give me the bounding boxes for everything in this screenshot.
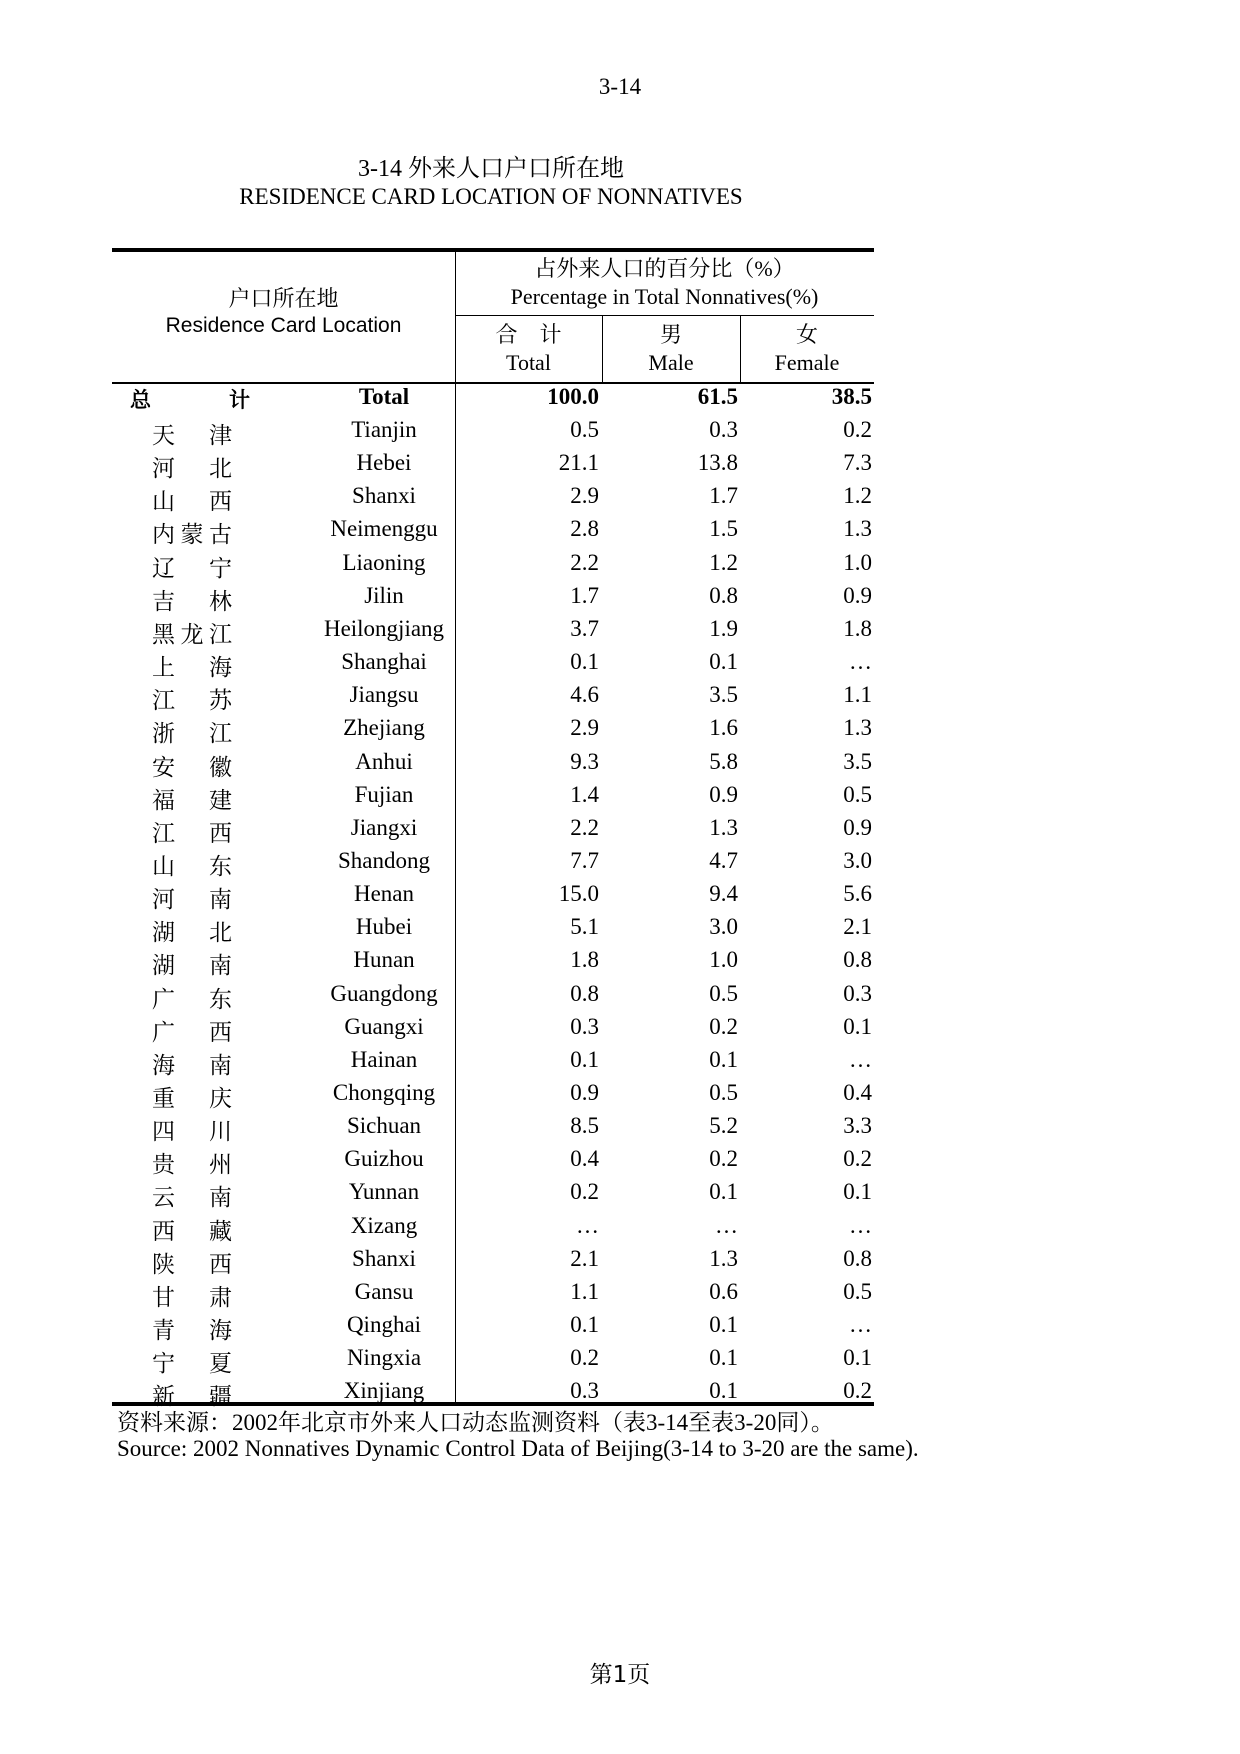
table-row [112, 516, 874, 549]
cell-total: 100.0 [547, 384, 599, 409]
table-row [112, 1345, 874, 1378]
cell-male: 0.1 [709, 1046, 738, 1072]
cell-male: 1.7 [709, 483, 738, 509]
cell-male: … [715, 1212, 738, 1238]
cell-male: 0.3 [709, 417, 738, 442]
cell-female: … [849, 1046, 872, 1072]
table-row [112, 782, 874, 815]
cell-total: 2.9 [570, 483, 599, 509]
cell-total: 2.8 [570, 516, 599, 542]
cell-female: 0.1 [843, 1179, 872, 1205]
cell-male: 0.5 [709, 1080, 738, 1105]
cell-male: 0.5 [709, 980, 738, 1006]
cell-total: 0.1 [570, 1046, 599, 1072]
cell-name-cn: 重庆 [152, 1086, 232, 1111]
table-row [112, 1047, 874, 1080]
cell-female: 3.0 [843, 848, 872, 873]
cell-male: 1.5 [709, 516, 738, 542]
cell-name-en: Hainan [350, 1046, 418, 1072]
cell-name-cn: 青海 [152, 1318, 232, 1343]
cell-total: 1.7 [570, 582, 599, 608]
cell-female: 0.8 [843, 947, 872, 973]
table-row [112, 881, 874, 914]
cell-female: … [849, 649, 872, 674]
cell-name-en: Guangdong [330, 980, 438, 1006]
cell-name-cn: 西藏 [152, 1218, 232, 1244]
cell-name-cn: 内蒙古 [152, 522, 232, 548]
cell-female: 3.3 [843, 1113, 872, 1139]
header-total-cn: 合 计 [495, 322, 562, 347]
table-row [112, 583, 874, 616]
table-row [112, 483, 874, 516]
cell-name-cn: 贵州 [152, 1152, 232, 1178]
cell-female: 0.2 [843, 1378, 872, 1404]
cell-male: 3.0 [709, 914, 738, 940]
cell-male: 1.3 [709, 1245, 738, 1271]
table-row [112, 1179, 874, 1212]
cell-male: 0.6 [709, 1278, 738, 1304]
cell-name-en: Ningxia [346, 1345, 422, 1371]
header-female-cn: 女 [795, 322, 818, 347]
header-location-en: Residence Card Location [165, 314, 402, 337]
cell-name-cn: 河南 [152, 887, 232, 913]
cell-female: 0.2 [843, 1146, 872, 1172]
table-row [112, 649, 874, 682]
cell-total: 0.3 [570, 1378, 599, 1404]
cell-name-cn: 江西 [152, 820, 232, 846]
cell-total: 0.3 [570, 1013, 599, 1039]
cell-female: 38.5 [831, 384, 872, 409]
table-row [112, 715, 874, 748]
cell-total: 0.8 [570, 980, 599, 1006]
cell-name-en: Guizhou [344, 1146, 424, 1172]
cell-female: 0.8 [843, 1245, 872, 1271]
table-row [112, 1080, 874, 1113]
table-row [112, 682, 874, 715]
page-label: 3-14 [598, 74, 642, 99]
table-row [112, 1279, 874, 1312]
cell-male: 0.2 [709, 1013, 738, 1039]
cell-name-en: Chongqing [332, 1080, 436, 1105]
table-row [112, 550, 874, 583]
cell-name-cn: 辽宁 [152, 555, 232, 581]
cell-female: 0.5 [843, 1278, 872, 1304]
cell-female: 1.3 [843, 715, 872, 741]
cell-name-cn: 总计 [130, 388, 250, 412]
cell-name-en: Anhui [355, 748, 413, 774]
cell-male: 4.7 [709, 848, 738, 873]
table-row [112, 450, 874, 483]
header-female-en: Female [774, 350, 840, 375]
table-title-en: RESIDENCE CARD LOCATION OF NONNATIVES [239, 184, 743, 209]
cell-total: 0.1 [570, 1312, 599, 1337]
cell-name-en: Hebei [356, 450, 412, 476]
cell-female: 0.5 [843, 781, 872, 807]
cell-male: 0.9 [709, 781, 738, 807]
cell-name-cn: 四川 [152, 1119, 232, 1145]
cell-total: 5.1 [570, 914, 599, 940]
cell-name-cn: 黑龙江 [152, 621, 232, 647]
cell-female: 1.3 [843, 516, 872, 542]
cell-total: 2.9 [570, 715, 599, 741]
cell-name-en: Sichuan [346, 1113, 422, 1139]
cell-total: 0.2 [570, 1345, 599, 1371]
cell-total: … [576, 1212, 599, 1238]
cell-total: 21.1 [558, 450, 599, 476]
table-row [112, 815, 874, 848]
cell-female: 2.1 [843, 914, 872, 940]
table-row [112, 749, 874, 782]
cell-female: … [849, 1312, 872, 1337]
cell-name-cn: 湖南 [152, 953, 232, 979]
cell-total: 7.7 [570, 848, 599, 873]
table-row [112, 1014, 874, 1047]
cell-total: 2.2 [570, 549, 599, 575]
cell-male: 0.8 [709, 582, 738, 608]
cell-name-en: Yunnan [348, 1179, 420, 1205]
header-percent-cn: 占外来人口的百分比（%） [534, 256, 795, 281]
header-sub-rule [455, 315, 874, 316]
cell-total: 1.4 [570, 781, 599, 807]
cell-female: … [849, 1212, 872, 1238]
cell-name-en: Shanghai [341, 649, 427, 674]
page-footer: 第1页 [589, 1662, 651, 1688]
cell-female: 1.2 [843, 483, 872, 509]
cell-name-cn: 浙江 [152, 721, 232, 747]
cell-name-en: Shandong [338, 848, 430, 873]
cell-total: 1.1 [570, 1278, 599, 1304]
cell-female: 0.1 [843, 1013, 872, 1039]
cell-name-en: Qinghai [346, 1312, 422, 1337]
table-row [112, 1213, 874, 1246]
cell-name-en: Jiangsu [349, 682, 419, 708]
table-title-cn: 3-14 外来人口户口所在地 [358, 156, 624, 182]
table-row [112, 417, 874, 450]
cell-total: 0.9 [570, 1080, 599, 1105]
cell-name-cn: 新疆 [152, 1384, 232, 1410]
source-note-en: Source: 2002 Nonnatives Dynamic Control Data of Beijing(3-14 to 3-20 are the same). [117, 1436, 919, 1461]
cell-male: 13.8 [697, 450, 738, 476]
header-male-en: Male [648, 350, 694, 375]
table-row [112, 848, 874, 881]
cell-male: 1.9 [709, 615, 738, 641]
cell-total: 4.6 [570, 682, 599, 708]
cell-male: 61.5 [697, 384, 738, 409]
header-location-cn: 户口所在地 [228, 286, 339, 311]
cell-female: 0.9 [843, 582, 872, 608]
cell-female: 5.6 [843, 881, 872, 907]
cell-name-en: Xinjiang [343, 1378, 425, 1404]
cell-female: 7.3 [843, 450, 872, 476]
cell-name-en: Gansu [354, 1278, 414, 1304]
cell-name-en: Tianjin [351, 417, 417, 442]
cell-male: 1.3 [709, 814, 738, 840]
cell-total: 0.4 [570, 1146, 599, 1172]
cell-female: 1.8 [843, 615, 872, 641]
cell-female: 0.9 [843, 814, 872, 840]
table-row [112, 981, 874, 1014]
table-row [112, 1113, 874, 1146]
table-row [112, 914, 874, 947]
cell-male: 3.5 [709, 682, 738, 708]
table-row [112, 616, 874, 649]
cell-name-cn: 山东 [152, 854, 232, 879]
cell-female: 0.4 [843, 1080, 872, 1105]
cell-name-cn: 上海 [152, 655, 232, 680]
header-total-en: Total [506, 350, 551, 375]
cell-male: 0.1 [709, 1179, 738, 1205]
cell-name-en: Henan [353, 881, 415, 907]
cell-male: 0.1 [709, 1312, 738, 1337]
cell-total: 0.5 [570, 417, 599, 442]
table-row [112, 1146, 874, 1179]
cell-name-cn: 海南 [152, 1052, 232, 1078]
cell-male: 5.2 [709, 1113, 738, 1139]
cell-name-en: Xizang [350, 1212, 418, 1238]
cell-female: 1.1 [843, 682, 872, 708]
cell-name-cn: 江苏 [152, 688, 232, 714]
cell-name-en: Shanxi [352, 1245, 416, 1271]
cell-name-en: Heilongjiang [323, 615, 445, 641]
cell-name-en: Total [358, 384, 410, 409]
cell-total: 3.7 [570, 615, 599, 641]
header-male-cn: 男 [659, 322, 682, 347]
table-row-total [112, 384, 874, 417]
cell-female: 0.3 [843, 980, 872, 1006]
cell-total: 2.2 [570, 814, 599, 840]
cell-total: 15.0 [558, 881, 599, 907]
cell-male: 0.2 [709, 1146, 738, 1172]
cell-total: 8.5 [570, 1113, 599, 1139]
cell-name-cn: 安徽 [152, 754, 232, 780]
cell-name-cn: 湖北 [152, 920, 232, 946]
cell-female: 3.5 [843, 748, 872, 774]
cell-name-cn: 甘肃 [152, 1284, 232, 1310]
cell-name-en: Shanxi [352, 483, 416, 509]
cell-male: 1.2 [709, 549, 738, 575]
cell-name-en: Jiangxi [350, 814, 418, 840]
cell-male: 1.0 [709, 947, 738, 973]
cell-name-en: Hubei [355, 914, 413, 940]
cell-total: 9.3 [570, 748, 599, 774]
cell-name-en: Guangxi [344, 1013, 424, 1039]
cell-name-cn: 广西 [152, 1019, 232, 1045]
cell-female: 0.2 [843, 417, 872, 442]
table-row [112, 947, 874, 980]
cell-name-en: Liaoning [342, 549, 426, 575]
cell-male: 1.6 [709, 715, 738, 741]
cell-name-en: Jilin [364, 582, 404, 608]
cell-name-cn: 陕西 [152, 1251, 232, 1277]
cell-name-cn: 河北 [152, 456, 232, 482]
source-note-cn: 资料来源：2002年北京市外来人口动态监测资料（表3-14至表3-20同）。 [117, 1410, 834, 1435]
cell-name-cn: 山西 [152, 489, 232, 515]
cell-name-cn: 云南 [152, 1185, 232, 1211]
cell-name-en: Zhejiang [343, 715, 425, 741]
cell-total: 1.8 [570, 947, 599, 973]
cell-name-cn: 广东 [152, 986, 232, 1012]
cell-male: 5.8 [709, 748, 738, 774]
cell-male: 0.1 [709, 649, 738, 674]
cell-name-cn: 福建 [152, 787, 232, 813]
cell-name-en: Hunan [353, 947, 415, 973]
table-row [112, 1246, 874, 1279]
header-percent-en: Percentage in Total Nonnatives(%) [510, 284, 819, 309]
cell-male: 9.4 [709, 881, 738, 907]
cell-female: 0.1 [843, 1345, 872, 1371]
cell-name-cn: 吉林 [152, 588, 232, 614]
cell-total: 0.2 [570, 1179, 599, 1205]
cell-total: 0.1 [570, 649, 599, 674]
cell-male: 0.1 [709, 1378, 738, 1404]
cell-name-cn: 宁夏 [152, 1351, 232, 1377]
cell-name-en: Neimenggu [330, 516, 438, 542]
cell-female: 1.0 [843, 549, 872, 575]
cell-name-cn: 天津 [152, 423, 232, 448]
table-row [112, 1312, 874, 1345]
cell-male: 0.1 [709, 1345, 738, 1371]
cell-total: 2.1 [570, 1245, 599, 1271]
cell-name-en: Fujian [354, 781, 414, 807]
